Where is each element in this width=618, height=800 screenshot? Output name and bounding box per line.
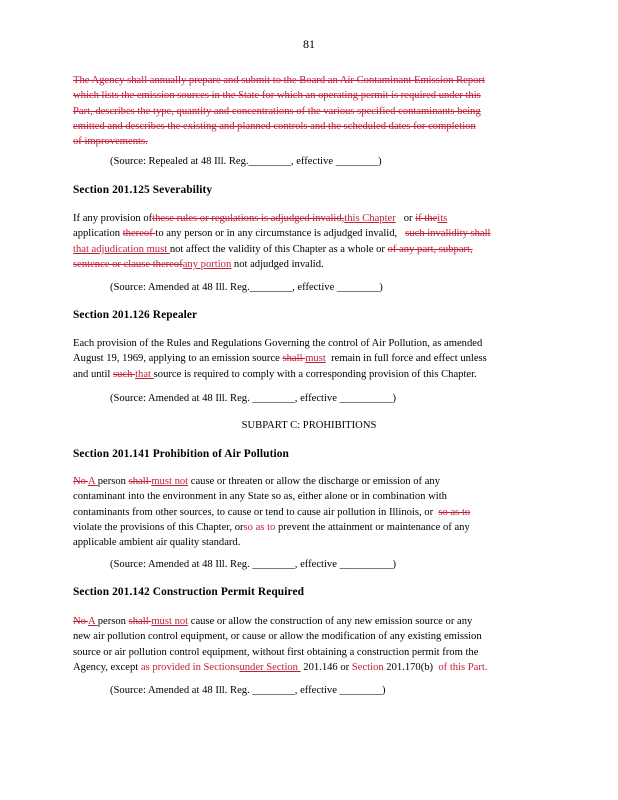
source-note: (Source: Amended at 48 Ill. Reg. ________, effective ________) — [110, 685, 386, 696]
text-run: person — [97, 616, 129, 627]
text-run: 201.170(b) — [383, 661, 436, 673]
paragraph-line — [73, 505, 543, 520]
deleted-text: if the — [415, 213, 438, 224]
paragraph-line: new air pollution control equipment, or cause or allow the modification of any existing emission — [73, 631, 482, 643]
deleted-text: such — [113, 368, 136, 380]
paragraph-line — [73, 474, 543, 489]
paragraph-line — [73, 520, 543, 535]
section-heading: Section 201.126 Repealer — [73, 309, 198, 321]
text-run: 201.146 or — [300, 661, 352, 673]
paragraph-line: applicable ambient air quality standard. — [73, 537, 241, 549]
inserted-text: must — [305, 353, 326, 365]
deleted-text: of any part, subpart, — [387, 243, 473, 255]
inserted-text: of this Part. — [435, 661, 488, 673]
deleted-text: thereof — [122, 228, 156, 240]
deleted-text: The Agency shall annually prepare and submit to the Board an Air Contaminant Emission Report — [73, 75, 485, 86]
text-run: violate the provisions of this Chapter, or — [73, 521, 244, 533]
source-note: (Source: Repealed at 48 Ill. Reg.________, effective ________) — [110, 156, 382, 167]
paragraph-line — [73, 242, 543, 257]
deleted-text: these rules or regulations is adjudged invalid, — [152, 213, 345, 224]
text-run: and until — [73, 368, 114, 380]
text-run: contaminants from other sources, to cause or tend to cause air pollution in Illinois, or — [73, 506, 439, 518]
text-run: or — [395, 213, 416, 224]
inserted-text: Section — [351, 661, 384, 673]
paragraph-line — [73, 367, 543, 382]
paragraph-line — [73, 351, 543, 366]
source-note: (Source: Amended at 48 Ill. Reg. ________, effective __________) — [110, 393, 397, 404]
deleted-text: shall — [128, 476, 152, 487]
inserted-text: must not — [151, 476, 189, 487]
prohibition-paragraph — [73, 474, 543, 550]
deleted-text: such invalidity shall — [405, 228, 491, 240]
paragraph-line — [73, 226, 543, 241]
text-run: If any provision of — [73, 213, 153, 224]
deleted-text: shall — [128, 616, 152, 627]
paragraph-line: contaminant into the environment in any State so as, either alone or in combination with — [73, 491, 447, 503]
paragraph-line — [73, 614, 543, 629]
deleted-text: emitted and describes the existing and planned controls and the scheduled dates for completion — [73, 120, 476, 132]
repealer-paragraph — [73, 336, 543, 382]
repealed-emission-report-paragraph — [73, 73, 543, 149]
paragraph-line — [73, 211, 543, 226]
text-run: cause or threaten or allow the discharge or emission of any — [188, 476, 441, 487]
inserted-text: A — [88, 616, 98, 627]
text-run: prevent the attainment or maintenance of any — [275, 521, 470, 533]
inserted-text: that adjudication must — [73, 243, 170, 255]
severability-paragraph — [73, 211, 543, 272]
deleted-text: No — [73, 616, 89, 627]
text-run: remain in full force and effect unless — [325, 353, 487, 365]
inserted-text: so as to — [243, 521, 276, 533]
source-note: (Source: Amended at 48 Ill. Reg. ________, effective __________) — [110, 559, 397, 570]
text-run: August 19, 1969, applying to an emission source — [73, 353, 283, 365]
text-run: Agency, except — [73, 661, 141, 673]
deleted-text: No — [73, 476, 89, 487]
text-run: not affect the validity of this Chapter as a whole or — [169, 243, 388, 255]
page-number: 81 — [303, 37, 315, 51]
text-run: application — [73, 228, 123, 240]
deleted-text: of improvements. — [73, 136, 148, 148]
construction-permit-paragraph — [73, 614, 543, 675]
inserted-text: that — [135, 368, 154, 380]
inserted-text: A — [88, 476, 98, 487]
inserted-text: its — [437, 213, 448, 224]
text-run: to any person or in any circumstance is adjudged invalid, — [155, 228, 406, 240]
section-heading: Section 201.125 Severability — [73, 184, 213, 196]
source-note: (Source: Amended at 48 Ill. Reg.________, effective ________) — [110, 282, 383, 293]
inserted-text: this Chapter — [344, 213, 396, 224]
section-heading: Section 201.141 Prohibition of Air Pollution — [73, 448, 289, 460]
deleted-text: shall — [282, 353, 306, 365]
text-run: not adjudged invalid. — [231, 258, 324, 270]
text-run: person — [97, 476, 129, 487]
inserted-text: must not — [151, 616, 189, 627]
inserted-text: as provided in Sections — [140, 661, 240, 673]
section-heading: Section 201.142 Construction Permit Required — [73, 586, 305, 598]
paragraph-line — [73, 257, 543, 272]
deleted-text: which lists the emission sources in the State for which an operating permit is required under this — [73, 90, 481, 102]
inserted-text: any portion — [182, 258, 232, 270]
deleted-text: sentence or clause thereof — [73, 258, 183, 270]
deleted-text: so as to — [438, 506, 471, 518]
text-run: source is required to comply with a corresponding provision of this Chapter. — [153, 368, 477, 380]
paragraph-line: Each provision of the Rules and Regulations Governing the control of Air Pollution, as amended — [73, 338, 483, 349]
paragraph-line: source or air pollution control equipment, without first obtaining a construction permit from the — [73, 646, 479, 658]
deleted-text: Part, describes the type, quantity and concentrations of the various specified contaminants being — [73, 105, 481, 117]
paragraph-line — [73, 660, 543, 675]
text-run: cause or allow the construction of any new emission source or any — [188, 616, 473, 627]
subpart-heading: SUBPART C: PROHIBITIONS — [241, 420, 377, 431]
inserted-text: under Section — [239, 661, 301, 673]
